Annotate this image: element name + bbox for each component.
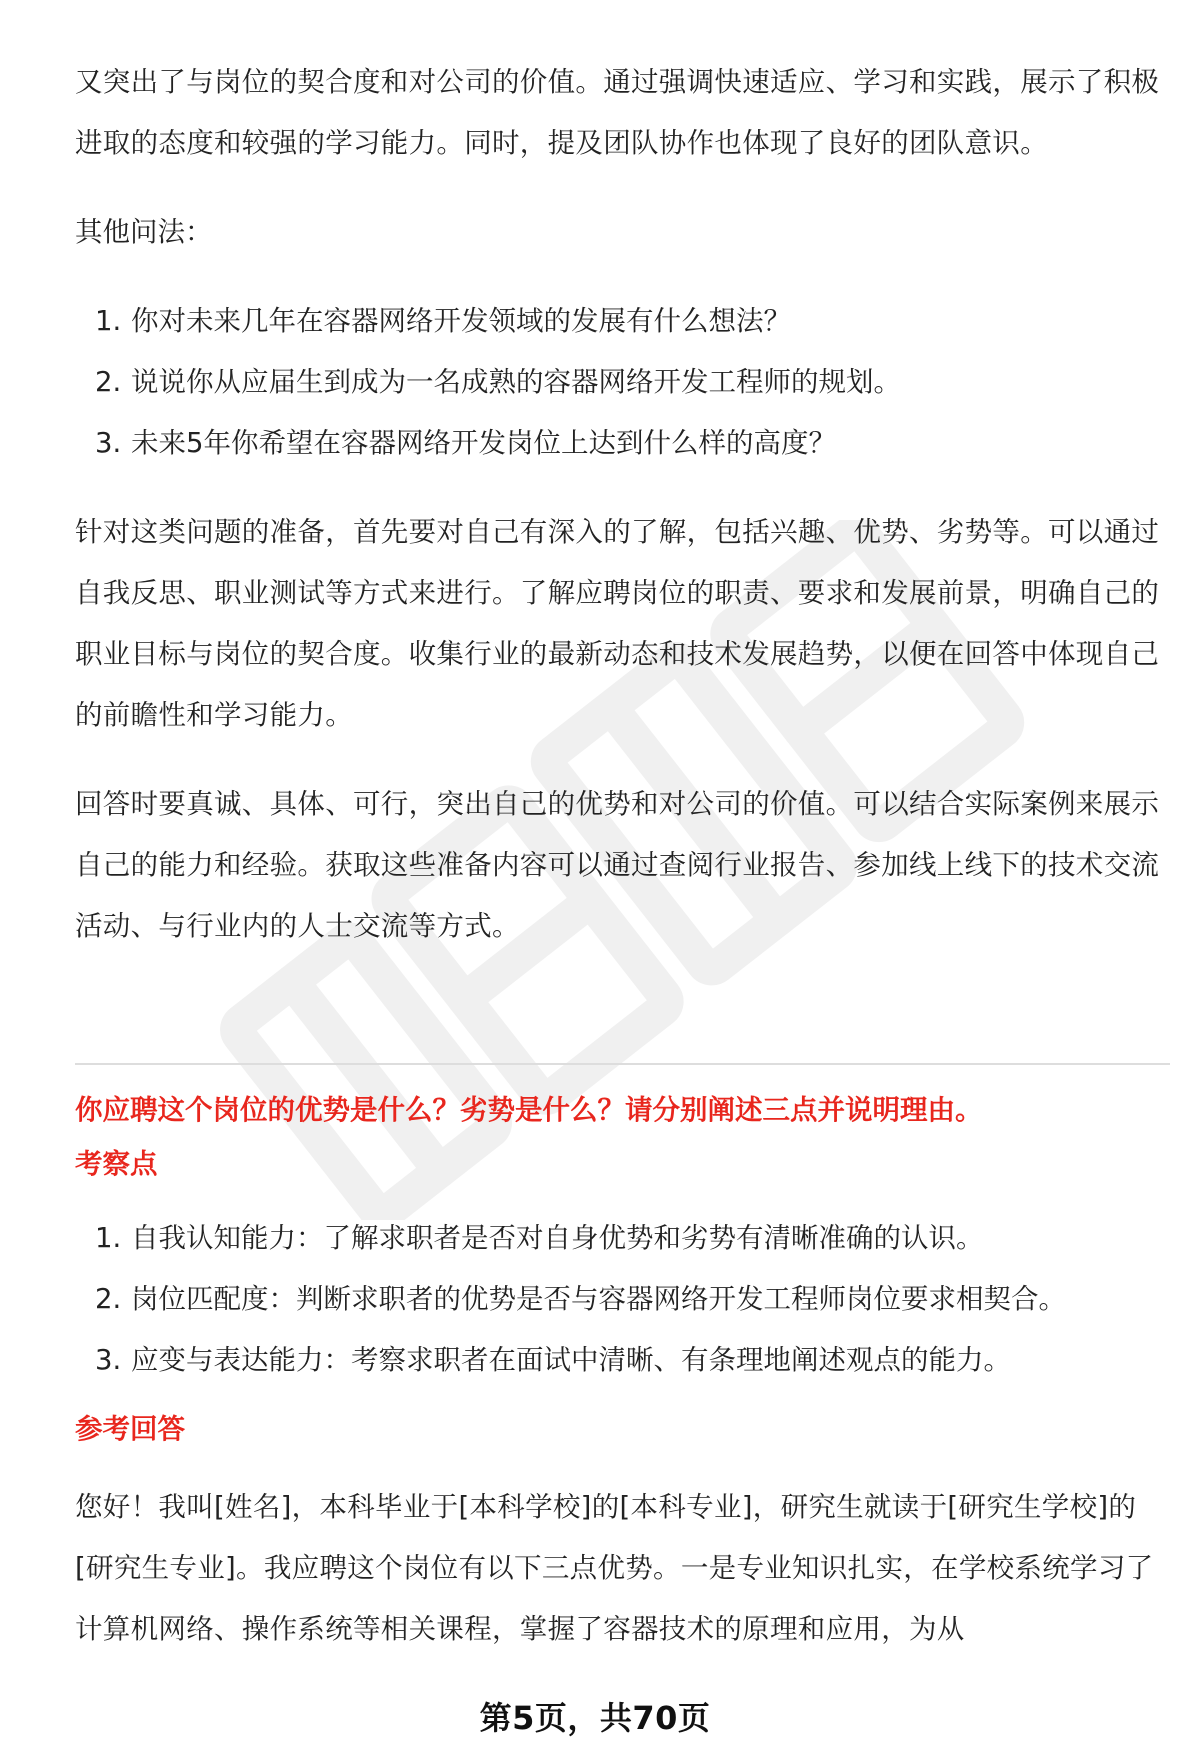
list-item (75, 1208, 1165, 1269)
list-item (75, 352, 1160, 413)
section-divider (75, 1063, 1170, 1065)
assessment-points-list (75, 1208, 1165, 1391)
list-item-text: 应变与表达能力：考察求职者在面试中清晰、有条理地阐述观点的能力。 (131, 1344, 1011, 1376)
list-item (75, 1269, 1165, 1330)
intro-paragraph-3: 回答时要真诚、具体、可行，突出自己的优势和对公司的价值。可以结合实际案例来展示自己的能力和经验。获取这些准备内容可以通过查阅行业报告、参加线上线下的技术交流活动、与行业内的人士交流等方式。 (75, 788, 1160, 942)
list-item-text: 岗位匹配度：判断求职者的优势是否与容器网络开发工程师岗位要求相契合。 (131, 1283, 1066, 1315)
question-section (75, 1082, 1165, 1660)
question-title: 你应聘这个岗位的优势是什么？劣势是什么？请分别阐述三点并说明理由。 (75, 1094, 983, 1126)
list-item (75, 1330, 1165, 1391)
intro-paragraph-1: 又突出了与岗位的契合度和对公司的价值。通过强调快速适应、学习和实践，展示了积极进取的态度和较强的学习能力。同时，提及团队协作也体现了良好的团队意识。 (75, 66, 1160, 159)
list-item-number: 3. (95, 427, 122, 459)
other-questions-label: 其他问法： (75, 216, 213, 248)
page-number: 第5页，共70页 (479, 1699, 711, 1737)
list-item-text: 说说你从应届生到成为一名成熟的容器网络开发工程师的规划。 (131, 366, 901, 398)
list-item-text: 自我认知能力：了解求职者是否对自身优势和劣势有清晰准确的认识。 (131, 1222, 984, 1254)
list-item-number: 2. (95, 366, 122, 398)
list-item (75, 413, 1160, 474)
list-item-number: 3. (95, 1344, 122, 1376)
list-item-text: 未来5年你希望在容器网络开发岗位上达到什么样的高度？ (131, 427, 836, 459)
list-item-number: 1. (95, 305, 122, 337)
reference-answer-heading: 参考回答 (75, 1413, 185, 1445)
reference-answer-text: 您好！我叫[姓名]，本科毕业于[本科学校]的[本科专业]，研究生就读于[研究生学校]的[研究生专业]。我应聘这个岗位有以下三点优势。一是专业知识扎实，在学校系统学习了计算机网络、操作系统等相关课程，掌握了容器技术的原理和应用，为从 (75, 1491, 1154, 1645)
list-item-text: 你对未来几年在容器网络开发领域的发展有什么想法？ (131, 305, 791, 337)
intro-paragraph-2: 针对这类问题的准备，首先要对自己有深入的了解，包括兴趣、优势、劣势等。可以通过自我反思、职业测试等方式来进行。了解应聘岗位的职责、要求和发展前景，明确自己的职业目标与岗位的契合度。收集行业的最新动态和技术发展趋势，以便在回答中体现自己的前瞻性和学习能力。 (75, 516, 1160, 731)
assessment-heading: 考察点 (75, 1148, 158, 1180)
intro-section (75, 52, 1160, 957)
list-item (75, 291, 1160, 352)
list-item-number: 1. (95, 1222, 122, 1254)
list-item-number: 2. (95, 1283, 122, 1315)
other-questions-list (75, 291, 1160, 474)
